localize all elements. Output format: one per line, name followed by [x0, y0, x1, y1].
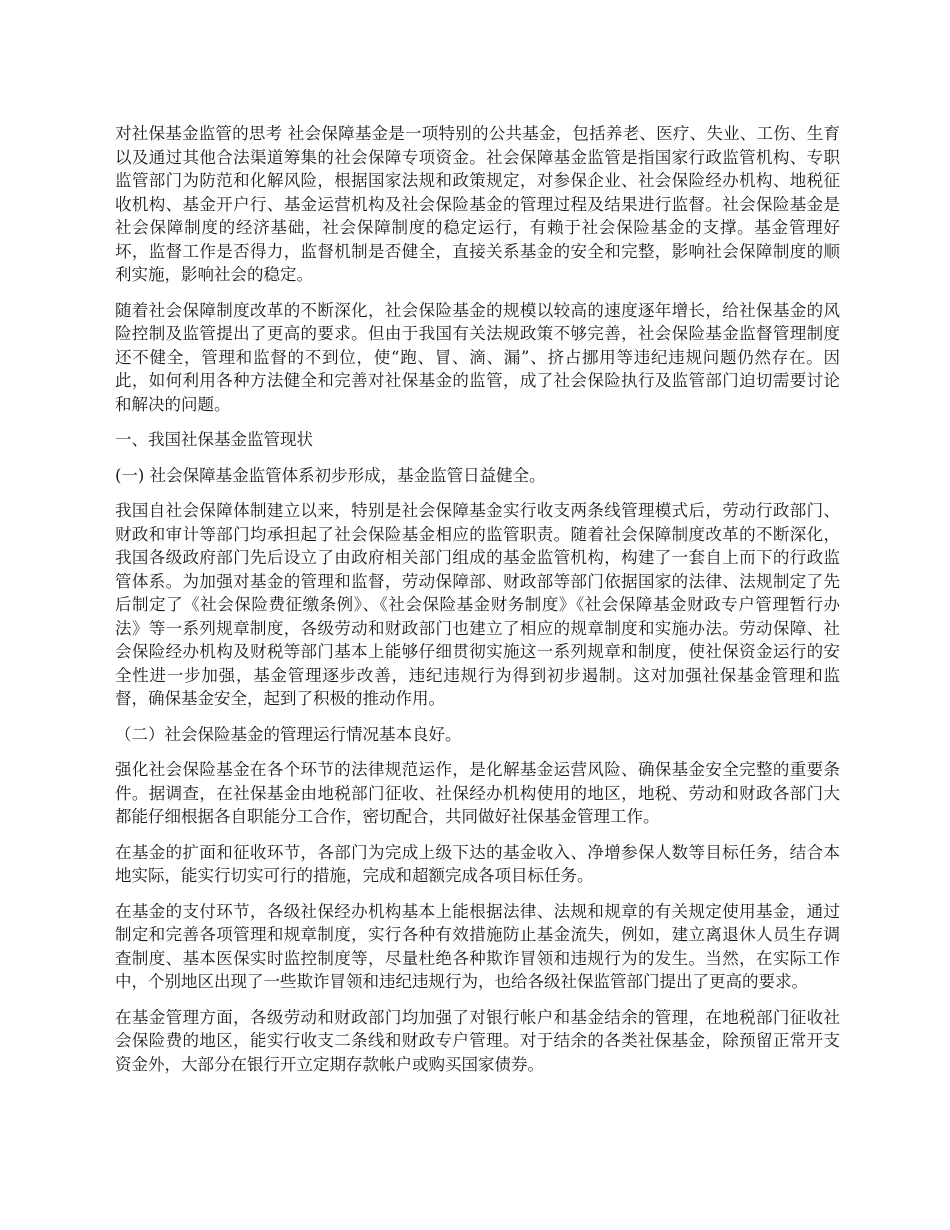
collection-paragraph: 在基金的扩面和征收环节，各部门为完成上级下达的基金收入、净增参保人数等目标任务，结合本地实际，能实行切实可行的措施，完成和超额完成各项目标任务。	[115, 842, 840, 885]
fund-management-paragraph: 在基金管理方面，各级劳动和财政部门均加强了对银行帐户和基金结余的管理，在地税部门征收社会保险费的地区，能实行收支二条线和财政专户管理。对于结余的各类社保基金，除预留正常开支资金外，大部分在银行开立定期存款帐户或购买国家债券。	[115, 1007, 840, 1074]
section-heading: 一、我国社保基金监管现状	[115, 430, 313, 449]
legal-operation-paragraph: 强化社会保险基金在各个环节的法律规范运作，是化解基金运营风险、确保基金安全完整的重要条件。据调查，在社保基金由地税部门征收、社保经办机构使用的地区，地税、劳动和财政各部门大都能仔细根据各自职能分工合作，密切配合，共同做好社保基金管理工作。	[115, 760, 840, 826]
background-paragraph: 随着社会保障制度改革的不断深化，社会保险基金的规模以较高的速度逐年增长，给社保基金的风险控制及监管提出了更高的要求。但由于我国有关法规政策不够完善，社会保险基金监督管理制度还不健全，管理和监督的不到位，使“跑、冒、滴、漏”、挤占挪用等违纪违规问题仍然存在。因此，如何利用各种方法健全和完善对社保基金的监管，成了社会保险执行及监管部门迫切需要讨论和解决的问题。	[115, 300, 840, 414]
document-body	[115, 122, 840, 1088]
intro-paragraph: 对社保基金监管的思考 社会保障基金是一项特别的公共基金，包括养老、医疗、失业、工伤、生育以及通过其他合法渠道筹集的社会保障专项资金。社会保障基金监管是指国家行政监管机构、专职监管部门为防范和化解风险，根据国家法规和政策规定，对参保企业、社会保险经办机构、地税征收机构、基金开户行、基金运营机构及社会保险基金的管理过程及结果进行监督。社会保险基金是社会保障制度的经济基础，社会保障制度的稳定运行，有赖于社会保险基金的支撑。基金管理好坏，监督工作是否得力，监督机制是否健全，直接关系基金的安全和完整，影响社会保障制度的顺利实施，影响社会的稳定。	[115, 124, 840, 284]
supervision-system-paragraph: 我国自社会保障体制建立以来，特别是社会保障基金实行收支两条线管理模式后，劳动行政部门、财政和审计等部门均承担起了社会保险基金相应的监管职责。随着社会保障制度改革的不断深化，我国各级政府部门先后设立了由政府相关部门组成的基金监管机构，构建了一套自上而下的行政监管体系。为加强对基金的管理和监督，劳动保障部、财政部等部门依据国家的法律、法规制定了先后制定了《社会保险费征缴条例》、《社会保险基金财务制度》《社会保障基金财政专户管理暂行办法》等一系列规章制度，各级劳动和财政部门也建立了相应的规章制度和实施办法。劳动保障、社会保险经办机构及财税等部门基本上能够仔细贯彻实施这一系列规章和制度，使社保资金运行的安全性进一步加强，基金管理逐步改善，违纪违规行为得到初步遏制。这对加强社保基金管理和监督，确保基金安全，起到了积极的推动作用。	[115, 501, 840, 708]
payment-paragraph: 在基金的支付环节，各级社保经办机构基本上能根据法律、法规和规章的有关规定使用基金，通过制定和完善各项管理和规章制度，实行各种有效措施防止基金流失，例如，建立离退休人员生存调查制度、基本医保实时监控制度等，尽量杜绝各种欺诈冒领和违规行为的发生。当然，在实际工作中，个别地区出现了一些欺诈冒领和违纪违规行为，也给各级社保监管部门提出了更高的要求。	[115, 901, 840, 991]
subsection-heading-2: （二）社会保险基金的管理运行情况基本良好。	[115, 724, 462, 744]
subsection-heading-1: (一) 社会保障基金监管体系初步形成，基金监管日益健全。	[115, 465, 546, 485]
